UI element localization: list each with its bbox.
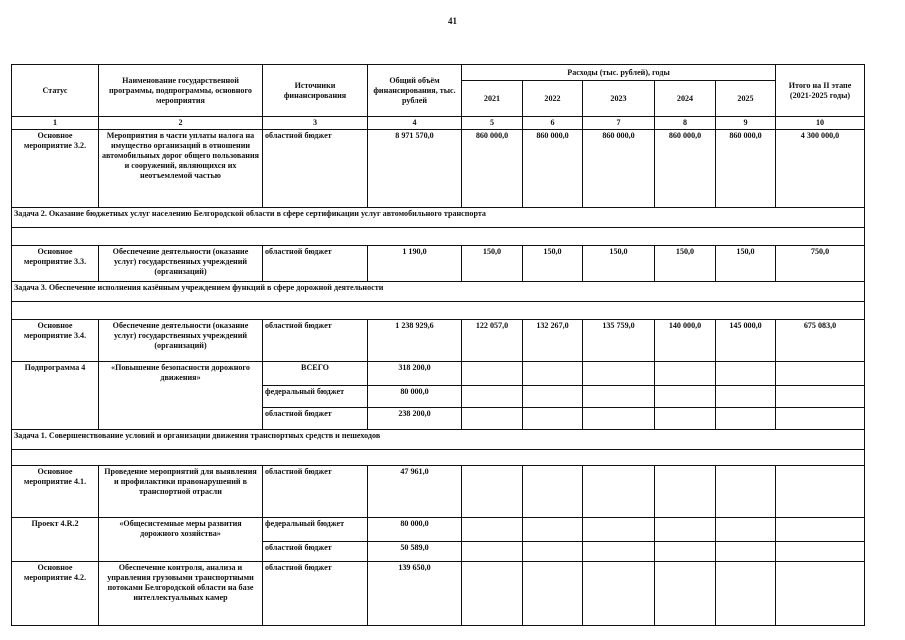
row-year-value: 150,0 (655, 246, 716, 282)
table-row (12, 130, 865, 208)
row-status: Подпрограмма 4 (12, 362, 99, 430)
row-status: Основное мероприятие 3.3. (12, 246, 99, 282)
row-status: Проект 4.R.2 (12, 518, 99, 562)
table-row (12, 562, 865, 626)
table-row (12, 466, 865, 518)
row-year-value: 860 000,0 (583, 130, 655, 208)
row-stage-total: 4 300 000,0 (776, 130, 865, 208)
row-source: областной бюджет (263, 130, 368, 208)
row-total: 47 961,0 (368, 466, 462, 518)
row-year-value: 860 000,0 (523, 130, 583, 208)
row-year-value: 122 057,0 (462, 320, 523, 362)
row-source: областной бюджет (263, 466, 368, 518)
header-expenses: Расходы (тыс. рублей), годы (462, 65, 776, 81)
row-total: 318 200,0 (368, 362, 462, 386)
table-row (12, 246, 865, 282)
row-year-value: 132 267,0 (523, 320, 583, 362)
column-number: 7 (583, 117, 655, 130)
row-year-value: 860 000,0 (462, 130, 523, 208)
spacer-row (12, 228, 865, 246)
task-title: Задача 1. Совершенствование условий и организации движения транспортных средств и пешеходов (12, 430, 865, 450)
row-total: 1 238 929,6 (368, 320, 462, 362)
budget-table (11, 64, 865, 626)
row-total: 80 000,0 (368, 518, 462, 542)
row-name: Обеспечение контроля, анализа и управления грузовыми транспортными потоками Белгородской области на базе интеллектуальных камер (99, 562, 263, 626)
spacer-row (12, 302, 865, 320)
row-total: 80 000,0 (368, 386, 462, 408)
header-sources: Источники финансирования (263, 65, 368, 117)
table-row (12, 518, 865, 542)
header-total: Общий объём финансирования, тыс. рублей (368, 65, 462, 117)
row-source: областной бюджет (263, 320, 368, 362)
header-year: 2024 (655, 81, 716, 117)
task-title: Задача 3. Обеспечение исполнения казённым учреждением функций в сфере дорожной деятельности (12, 282, 865, 302)
task-row (12, 208, 865, 228)
row-status: Основное мероприятие 4.1. (12, 466, 99, 518)
task-row (12, 430, 865, 450)
row-total: 50 589,0 (368, 542, 462, 562)
row-year-value: 150,0 (462, 246, 523, 282)
task-row (12, 282, 865, 302)
column-number: 2 (99, 117, 263, 130)
row-name: Проведение мероприятий для выявления и профилактики правонарушений в транспортной отрасли (99, 466, 263, 518)
column-number: 6 (523, 117, 583, 130)
row-year-value: 860 000,0 (655, 130, 716, 208)
column-number: 5 (462, 117, 523, 130)
row-year-value: 140 000,0 (655, 320, 716, 362)
row-status: Основное мероприятие 3.4. (12, 320, 99, 362)
table-row (12, 362, 865, 386)
row-source: областной бюджет (263, 542, 368, 562)
row-year-value: 150,0 (716, 246, 776, 282)
row-source: федеральный бюджет (263, 386, 368, 408)
table-row (12, 320, 865, 362)
spacer-row (12, 450, 865, 466)
row-name: «Повышение безопасности дорожного движения» (99, 362, 263, 430)
header-year: 2023 (583, 81, 655, 117)
row-year-value: 145 000,0 (716, 320, 776, 362)
task-title: Задача 2. Оказание бюджетных услуг населению Белгородской области в сфере сертификации услуг автомобильного транспорта (12, 208, 865, 228)
row-name: Мероприятия в части уплаты налога на имущество организаций в отношении автомобильных дорог общего пользования и сооружений, являющихся их неотъемлемой частью (99, 130, 263, 208)
row-name: Обеспечение деятельности (оказание услуг) государственных учреждений (организаций) (99, 320, 263, 362)
page-number: 41 (448, 16, 457, 26)
column-number: 4 (368, 117, 462, 130)
column-number: 9 (716, 117, 776, 130)
column-number: 1 (12, 117, 99, 130)
header-stage-total: Итого на II этапе (2021-2025 годы) (776, 65, 865, 117)
header-name: Наименование государственной программы, подпрограммы, основного мероприятия (99, 65, 263, 117)
column-number: 8 (655, 117, 716, 130)
row-year-value: 150,0 (523, 246, 583, 282)
row-source: ВСЕГО (263, 362, 368, 386)
row-total: 1 190,0 (368, 246, 462, 282)
row-year-value: 150,0 (583, 246, 655, 282)
row-stage-total: 750,0 (776, 246, 865, 282)
row-year-value: 135 759,0 (583, 320, 655, 362)
row-total: 139 650,0 (368, 562, 462, 626)
header-status: Статус (12, 65, 99, 117)
row-stage-total: 675 083,0 (776, 320, 865, 362)
row-source: федеральный бюджет (263, 518, 368, 542)
column-number: 3 (263, 117, 368, 130)
row-source: областной бюджет (263, 408, 368, 430)
row-status: Основное мероприятие 4.2. (12, 562, 99, 626)
row-year-value: 860 000,0 (716, 130, 776, 208)
row-status: Основное мероприятие 3.2. (12, 130, 99, 208)
row-total: 238 200,0 (368, 408, 462, 430)
column-number: 10 (776, 117, 865, 130)
row-total: 8 971 570,0 (368, 130, 462, 208)
row-source: областной бюджет (263, 246, 368, 282)
header-year: 2022 (523, 81, 583, 117)
header-year: 2021 (462, 81, 523, 117)
row-name: «Общесистемные меры развития дорожного хозяйства» (99, 518, 263, 562)
row-name: Обеспечение деятельности (оказание услуг) государственных учреждений (организаций) (99, 246, 263, 282)
header-year: 2025 (716, 81, 776, 117)
row-source: областной бюджет (263, 562, 368, 626)
